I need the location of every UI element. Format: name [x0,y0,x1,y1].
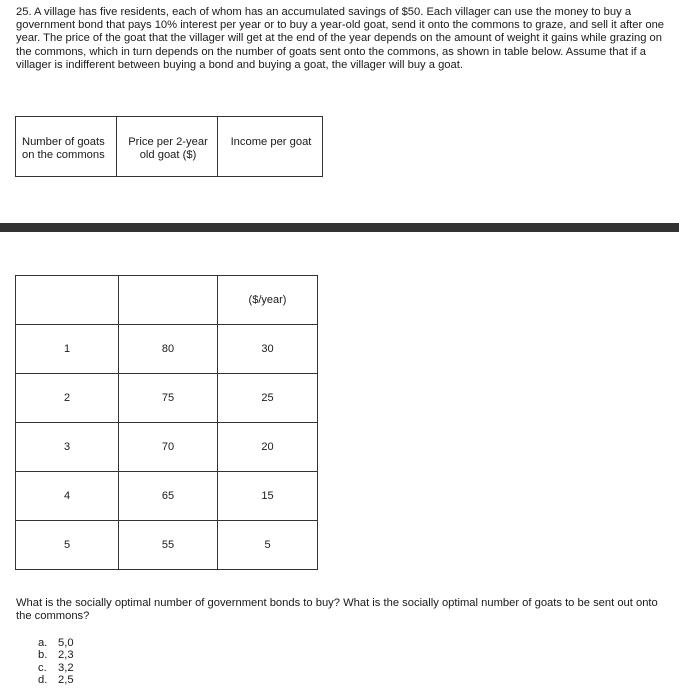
income-cell: 25 [218,374,318,423]
option-value: 2,5 [58,674,74,687]
option-letter: c. [38,661,47,674]
table-row [16,521,318,570]
option-value: 3,2 [58,661,74,674]
price-cell: 70 [119,423,218,472]
income-cell: 15 [218,472,318,521]
header-price-per-goat: Price per 2-year old goat ($) [117,117,218,177]
goats-cell: 4 [16,472,119,521]
page-divider [0,223,679,232]
option-letter: d. [38,674,48,687]
income-unit: ($/year) [218,276,318,325]
income-cell: 5 [218,521,318,570]
table-row [16,325,318,374]
header-row [16,117,323,177]
option-letter: b. [38,649,48,662]
table-row [16,423,318,472]
answer-option-d[interactable] [38,674,74,686]
price-cell: 65 [119,472,218,521]
option-value: 5,0 [58,637,74,649]
answer-option-c[interactable] [38,662,74,674]
question-text: 25. A village has five residents, each of whom has an accumulated savings of $50. Each villager can use the money to buy a government bond that pays 10% interest per year or to buy a year-old goat, send it onto the commons to graze, and sell it after one year. The price of the goat that the villager will get at the end of the year depends on the amount of weight it gains while grazing on the commons, which in turn depends on the number of goats sent onto the commons, as shown in table below. Assume that if a villager is indifferent between buying a bond and buying a goat, the villager will buy a goat. [16,6,665,71]
unit-row [16,276,318,325]
option-letter: a. [38,637,48,649]
header-income-per-goat: Income per goat [218,117,323,177]
table-row [16,374,318,423]
income-cell: 30 [218,325,318,374]
option-value: 2,3 [58,649,74,662]
answer-option-b[interactable] [38,649,74,661]
header-number-of-goats: Number of goats on the commons [16,117,117,177]
answer-option-a[interactable] [38,637,74,649]
goats-cell: 5 [16,521,119,570]
table-cell [119,276,218,325]
goats-cell: 3 [16,423,119,472]
followup-question: What is the socially optimal number of government bonds to buy? What is the socially optimal number of goats to be sent out onto the commons? [16,597,658,623]
goats-cell: 2 [16,374,119,423]
price-cell: 55 [119,521,218,570]
header-table [15,116,323,177]
table-cell [16,276,119,325]
data-table [15,275,318,570]
price-cell: 75 [119,374,218,423]
table-row [16,472,318,521]
price-cell: 80 [119,325,218,374]
answer-options [38,637,74,687]
income-cell: 20 [218,423,318,472]
goats-cell: 1 [16,325,119,374]
